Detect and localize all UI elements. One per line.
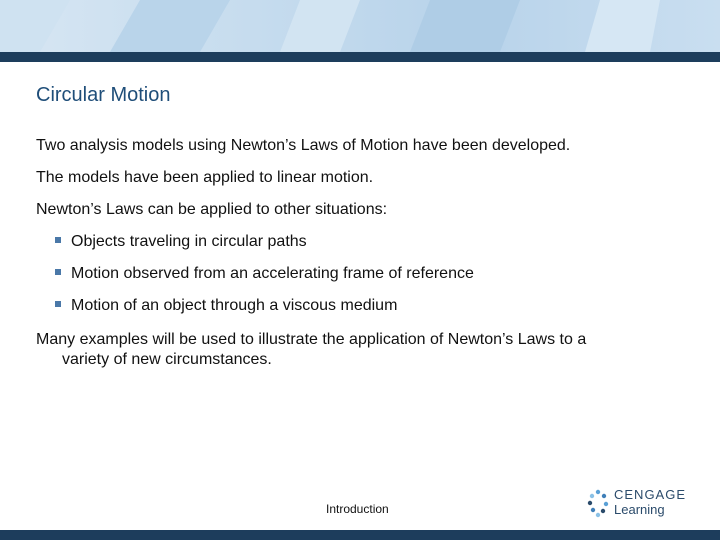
bullet-item xyxy=(55,264,474,284)
header-pattern xyxy=(0,0,720,52)
paragraph-closing xyxy=(36,330,676,370)
bullet-marker xyxy=(55,269,61,275)
footer-section-label: Introduction xyxy=(326,502,389,516)
cengage-dots-icon xyxy=(585,488,611,518)
logo-sub: Learning xyxy=(614,502,665,517)
slide-title: Circular Motion xyxy=(36,84,171,106)
closing-line-2: variety of new circumstances. xyxy=(62,351,272,368)
paragraph-models-developed: Two analysis models using Newton’s Laws of Motion have been developed. xyxy=(36,137,571,154)
bullet-text: Motion of an object through a viscous medium xyxy=(71,297,398,314)
bullet-text: Objects traveling in circular paths xyxy=(71,233,307,250)
footer-bar xyxy=(0,530,720,540)
bullet-marker xyxy=(55,301,61,307)
paragraph-other-situations: Newton’s Laws can be applied to other situations: xyxy=(36,201,388,218)
header-bar xyxy=(0,52,720,62)
cengage-logo xyxy=(585,487,695,521)
header-banner xyxy=(0,0,720,52)
bullet-item xyxy=(55,232,307,252)
bullet-marker xyxy=(55,237,61,243)
paragraph-linear-motion: The models have been applied to linear motion. xyxy=(36,169,374,186)
bullet-text: Motion observed from an accelerating frame of reference xyxy=(71,265,474,282)
bullet-item xyxy=(55,296,397,316)
closing-line-1: Many examples will be used to illustrate the application of Newton’s Laws to a xyxy=(36,331,587,348)
logo-name: CENGAGE xyxy=(614,487,687,502)
